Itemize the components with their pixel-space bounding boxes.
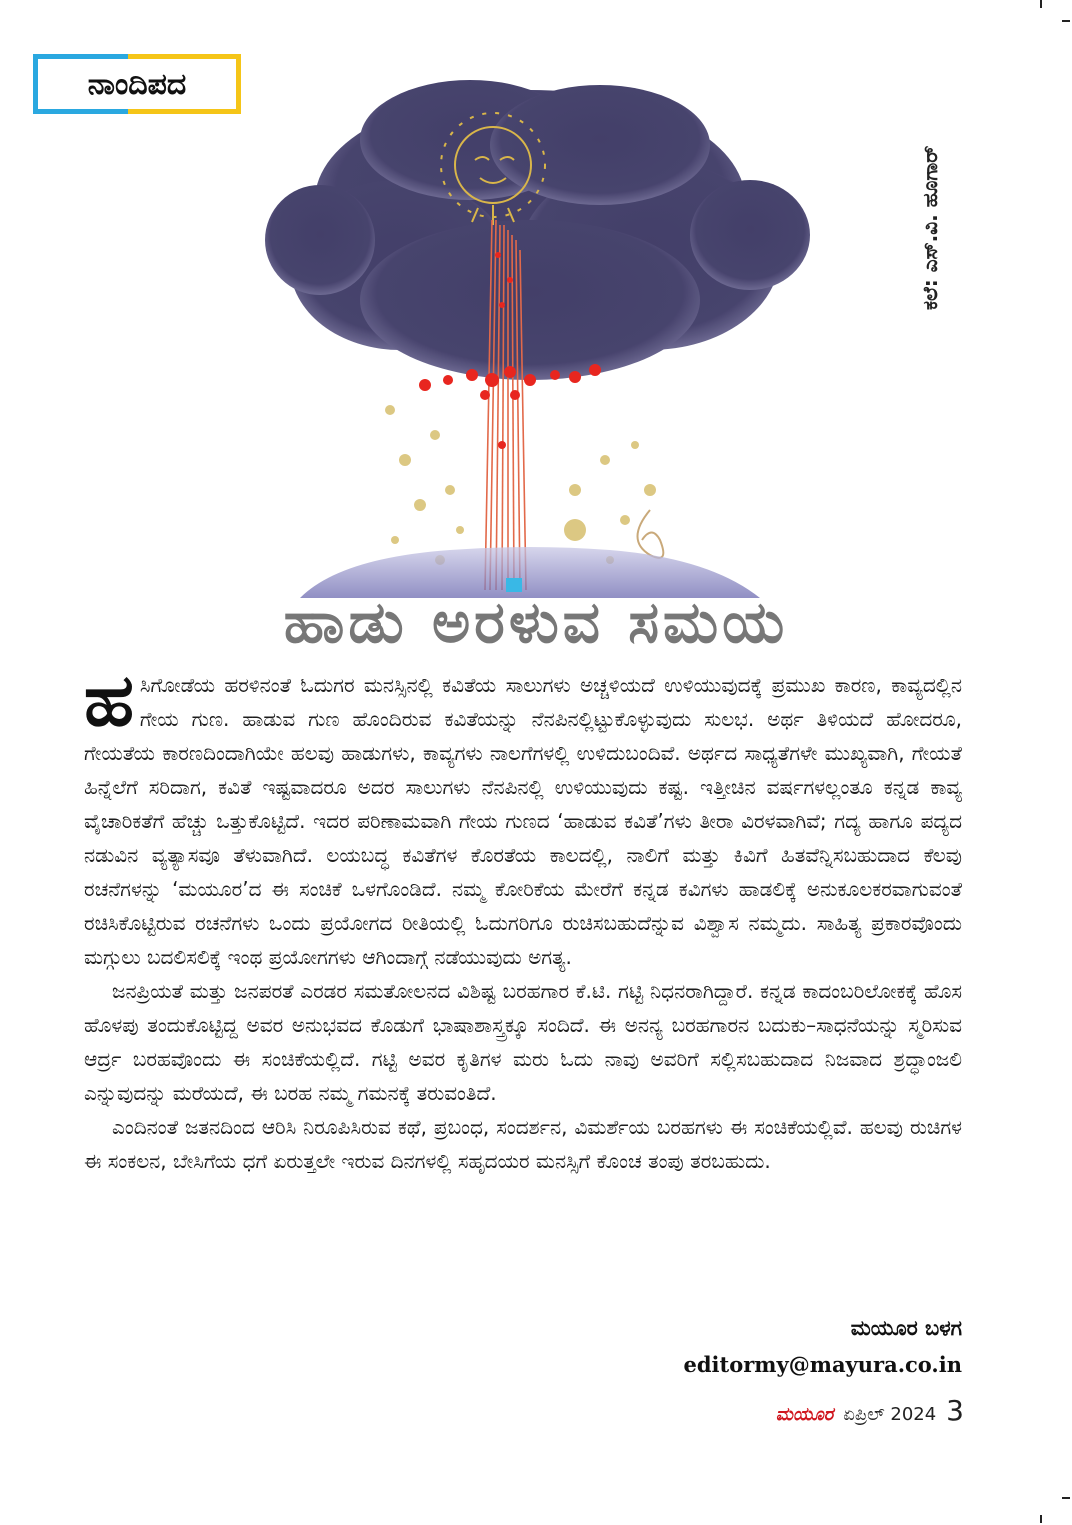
page-footer xyxy=(776,1394,964,1427)
paragraph-text: ಸಿಗೋಡೆಯ ಹರಳಿನಂತೆ ಓದುಗರ ಮನಸ್ಸಿನಲ್ಲಿ ಕವಿತೆಯ ಸಾಲುಗಳು ಅಚ್ಚಳಿಯದೆ ಉಳಿಯುವುದಕ್ಕೆ ಪ್ರಮುಖ ಕಾರಣ, ಕಾವ್ಯದಲ್ಲಿನ ಗೇಯ ಗುಣ. ಹಾಡುವ ಗುಣ ಹೊಂದಿರುವ ಕವಿತೆಯನ್ನು ನೆನಪಿನಲ್ಲಿಟ್ಟುಕೊಳ್ಳುವುದು ಸುಲಭ. ಅರ್ಥ ತಿಳಿಯದೆ ಹೋದರೂ, ಗೇಯತೆಯ ಕಾರಣದಿಂದಾಗಿಯೇ ಹಲವು ಹಾಡುಗಳು, ಕಾವ್ಯಗಳು ನಾಲಗೆಗಳಲ್ಲಿ ಉಳಿದುಬಂದಿವೆ. ಅರ್ಥದ ಸಾಧ್ಯತೆಗಳೇ ಮುಖ್ಯವಾಗಿ, ಗೇಯತೆ ಹಿನ್ನೆಲೆಗೆ ಸರಿದಾಗ, ಕವಿತೆ ಇಷ್ಟವಾದರೂ ಅದರ ಸಾಲುಗಳು ನೆನಪಿನಲ್ಲಿ ಉಳಿಯುವುದು ಕಷ್ಟ. ಇತ್ತೀಚಿನ ವರ್ಷಗಳಲ್ಲಂತೂ ಕನ್ನಡ ಕಾವ್ಯ ವೈಚಾರಿಕತೆಗೆ ಹೆಚ್ಚು ಒತ್ತುಕೊಟ್ಟಿದೆ. ಇದರ ಪರಿಣಾಮವಾಗಿ ಗೇಯ ಗುಣದ ‘ಹಾಡುವ ಕವಿತೆ’ಗಳು ತೀರಾ ವಿರಳವಾಗಿವೆ; ಗದ್ಯ ಹಾಗೂ ಪದ್ಯದ ನಡುವಿನ ವ್ಯತ್ಯಾಸವೂ ತೆಳುವಾಗಿದೆ. ಲಯಬದ್ಧ ಕವಿತೆಗಳ ಕೊರತೆಯ ಕಾಲದಲ್ಲಿ, ನಾಲಿಗೆ ಮತ್ತು ಕಿವಿಗೆ ಹಿತವೆನ್ನಿಸಬಹುದಾದ ಕೆಲವು ರಚನೆಗಳನ್ನು ‘ಮಯೂರ’ದ ಈ ಸಂಚಿಕೆ ಒಳಗೊಂಡಿದೆ. ನಮ್ಮ ಕೋರಿಕೆಯ ಮೇರೆಗೆ ಕನ್ನಡ ಕವಿಗಳು ಹಾಡಲಿಕ್ಕೆ ಅನುಕೂಲಕರವಾಗುವಂತೆ ರಚಿಸಿಕೊಟ್ಟಿರುವ ರಚನೆಗಳು ಒಂದು ಪ್ರಯೋಗದ ರೀತಿಯಲ್ಲಿ ಓದುಗರಿಗೂ ರುಚಿಸಬಹುದೆನ್ನುವ ವಿಶ್ವಾಸ ನಮ್ಮದು. ಸಾಹಿತ್ಯ ಪ್ರಕಾರವೊಂದು ಮಗ್ಗುಲು ಬದಲಿಸಲಿಕ್ಕೆ ಇಂಥ ಪ್ರಯೋಗಗಳು ಆಗಿಂದಾಗ್ಗೆ ನಡೆಯುವುದು ಅಗತ್ಯ. xyxy=(84,673,962,969)
illustration-credit: ಕಲೆ: ಎಸ್.ವಿ. ಹೂಗಾರ್ xyxy=(918,145,942,310)
signature: ಮಯೂರ ಬಳಗ xyxy=(850,1316,962,1340)
golden-dots xyxy=(385,405,656,565)
swirl-ornament xyxy=(638,510,664,558)
headline: ಹಾಡು ಅರಳುವ ಸಮಯ xyxy=(283,588,789,656)
magazine-brand: ಮಯೂರ xyxy=(775,1404,834,1425)
paragraph: ಎಂದಿನಂತೆ ಜತನದಿಂದ ಆರಿಸಿ ನಿರೂಪಿಸಿರುವ ಕಥೆ, ಪ್ರಬಂಧ, ಸಂದರ್ಶನ, ವಿಮರ್ಶೆಯ ಬರಹಗಳು ಈ ಸಂಚಿಕೆಯಲ್ಲಿವೆ. ಹಲವು ರುಚಿಗಳ ಈ ಸಂಕಲನ, ಬೇಸಿಗೆಯ ಧಗೆ ಏರುತ್ತಲೇ ಇರುವ ದಿನಗಳಲ್ಲಿ ಸಹೃದಯರ ಮನಸ್ಸಿಗೆ ಕೊಂಚ ತಂಪು ತರಬಹುದು. xyxy=(84,1115,962,1173)
section-label xyxy=(33,54,241,114)
crop-mark xyxy=(1040,0,1042,8)
section-label-text: ನಾಂದಿಪದ xyxy=(87,66,187,102)
paragraph: ಜನಪ್ರಿಯತೆ ಮತ್ತು ಜನಪರತೆ ಎರಡರ ಸಮತೋಲನದ ವಿಶಿಷ್ಟ ಬರಹಗಾರ ಕೆ.ಟಿ. ಗಟ್ಟಿ ನಿಧನರಾಗಿದ್ದಾರೆ. ಕನ್ನಡ ಕಾದಂಬರಿಲೋಕಕ್ಕೆ ಹೊಸ ಹೊಳಪು ತಂದುಕೊಟ್ಟಿದ್ದ ಅವರ ಅನುಭವದ ಕೊಡುಗೆ ಭಾಷಾಶಾಸ್ತ್ರಕ್ಕೂ ಸಂದಿದೆ. ಈ ಅನನ್ಯ ಬರಹಗಾರನ ಬದುಕು–ಸಾಧನೆಯನ್ನು ಸ್ಮರಿಸುವ ಆರ್ದ್ರ ಬರಹವೊಂದು ಈ ಸಂಚಿಕೆಯಲ್ಲಿದೆ. ಗಟ್ಟಿ ಅವರ ಕೃತಿಗಳ ಮರು ಓದು ನಾವು ಅವರಿಗೆ ಸಲ್ಲಿಸಬಹುದಾದ ನಿಜವಾದ ಶ್ರದ್ಧಾಂಜಲಿ ಎನ್ನುವುದನ್ನು ಮರೆಯದೆ, ಈ ಬರಹ ನಮ್ಮ ಗಮನಕ್ಕೆ ತರುವಂತಿದೆ. xyxy=(84,979,962,1105)
tree-cloud-illustration xyxy=(230,50,830,598)
contact-email[interactable]: editormy@mayura.co.in xyxy=(683,1352,962,1377)
editorial-body xyxy=(84,658,962,1178)
drop-cap: ಹ xyxy=(84,658,134,742)
crop-mark xyxy=(1040,1515,1042,1523)
crop-mark xyxy=(1062,1497,1070,1499)
crop-mark xyxy=(1062,20,1070,22)
issue-date: ಏಪ್ರಿಲ್ 2024 xyxy=(843,1404,937,1425)
page-number: 3 xyxy=(946,1394,964,1427)
cloud-canopy xyxy=(265,80,810,380)
paragraph xyxy=(84,658,962,974)
